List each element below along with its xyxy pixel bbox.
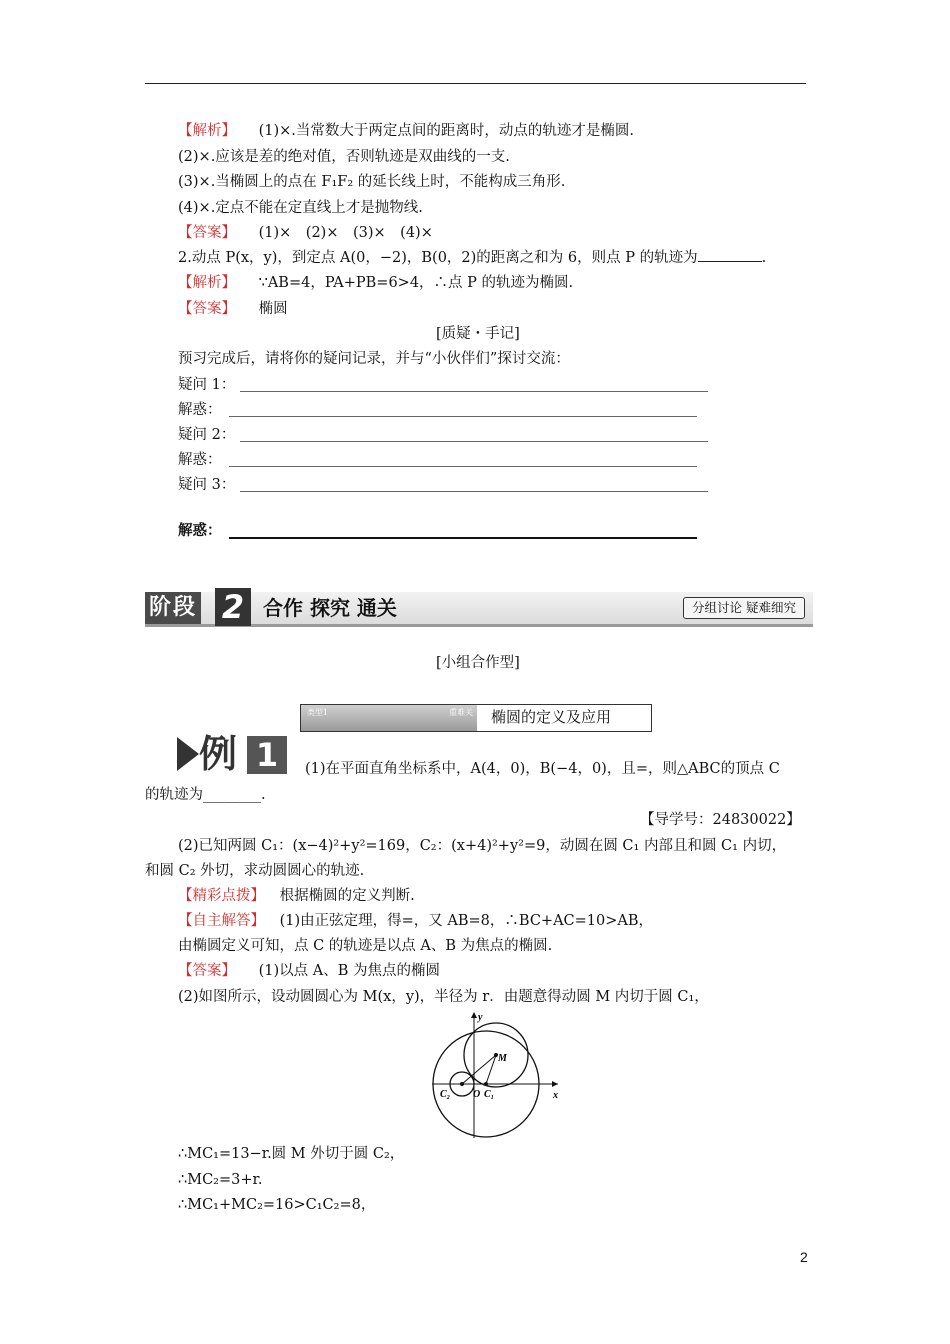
question-line-3[interactable] [240,491,708,492]
analysis-3: (3)×.当椭圆上的点在 F₁F₂ 的延长线上时，不能构成三角形. [178,174,566,190]
hint [178,884,415,908]
resolve-label-1: 解惑： [178,402,222,418]
analysis-1 [178,119,634,143]
answer-tag: 【答案】 [178,301,236,317]
notes-intro: 预习完成后，请将你的疑问记录，并与“小伙伴们”探讨交流： [178,351,570,367]
difficulty-label: 重难关 [449,708,473,717]
example-number: 1 [247,736,287,774]
example-p2b: 和圆 C₂ 外切，求动圆圆心的轨迹. [145,863,365,879]
type-box-header [301,705,477,731]
answer-tag: 【答案】 [178,963,236,979]
analysis-2: (2)×.应该是差的绝对值，否则轨迹是双曲线的一支. [178,149,510,165]
self-tag: 【自主解答】 [178,913,265,929]
self-text: (1)由正弦定理，得=，又 AB=8，∴BC+AC=10>AB， [279,913,654,929]
analysis-tag: 【解析】 [178,275,236,291]
circle-diagram [420,1008,570,1140]
resolve-label-2: 解惑： [178,452,222,468]
resolve-line-1[interactable] [229,416,697,417]
o-label: O [473,1089,481,1100]
question-2-text: 2.动点 P(x，y)，到定点 A(0，−2)，B(0，2)的距离之和为 6，则点 P 的轨迹为 [178,250,698,266]
example-label: 例 [199,732,238,776]
x-axis-arrow [552,1081,558,1087]
hint-text: 根据椭圆的定义判断. [279,888,415,904]
question-2 [178,246,766,270]
question-line-1[interactable] [240,391,708,392]
analysis-q2 [178,271,573,295]
answer-q2 [178,297,288,321]
header-rule [145,83,806,84]
question-label-1: 疑问 1： [178,377,236,393]
example-p2a: (2)已知两圆 C₁：(x−4)²+y²=169，C₂：(x+4)²+y²=9，动圆在圆 C₁ 内部且和圆 C₁ 内切， [178,838,787,854]
hint-tag: 【精彩点拨】 [178,888,265,904]
resolve-line-3[interactable] [229,537,697,539]
resolve-label-3: 解惑： [178,522,222,539]
answer-text: 椭圆 [258,301,288,317]
answer-example [178,959,440,983]
c2-label: C₂ [440,1089,451,1100]
self-solution [178,909,653,933]
notes-title: [质疑・手记] [436,326,520,342]
resolve-line-2[interactable] [229,466,697,467]
y-axis-arrow [471,1012,477,1018]
answer-text: (1)以点 A、B 为焦点的椭圆 [258,963,440,979]
c1-label: C₁ [484,1089,495,1100]
question-label-3: 疑问 3： [178,477,236,493]
example-p1b: 的轨迹为________. [145,787,266,803]
answer-blank [698,247,762,262]
arrow-icon [177,737,199,771]
analysis-tag: 【解析】 [178,123,236,139]
type-title: 椭圆的定义及应用 [491,708,612,726]
m-label: M [498,1053,507,1064]
stage-title: 合作 探究 通关 [263,596,397,620]
stage-number: 2 [215,588,251,626]
guide-number: 【导学号：24830022】 [640,812,801,828]
point-c1 [484,1082,488,1086]
analysis-text: (1)×.当常数大于两定点间的距离时，动点的轨迹才是椭圆. [258,123,635,139]
analysis-text: ∵AB=4，PA+PB=6>4，∴点 P 的轨迹为椭圆. [258,275,574,291]
analysis-4: (4)×.定点不能在定直线上才是抛物线. [178,200,423,216]
page-number: 2 [800,1249,808,1265]
example-p1: (1)在平面直角坐标系中，A(4，0)，B(−4，0)，且=，则△ABC的顶点 C [305,761,780,777]
x-label: x [553,1090,558,1101]
answer-text: (1)× (2)× (3)× (4)× [258,225,433,241]
stage-banner [145,588,813,627]
y-label: y [478,1012,483,1023]
answer-1 [178,221,433,245]
section-title: [小组合作型] [436,655,520,671]
solution-step-3: ∴MC₁+MC₂=16>C₁C₂=8， [178,1197,376,1213]
point-c2 [460,1082,464,1086]
question-label-2: 疑问 2： [178,427,236,443]
stage-tag: 分组讨论 疑难细究 [683,597,805,619]
answer-tag: 【答案】 [178,225,236,241]
solution-step-2: ∴MC₂=3+r. [178,1172,263,1188]
self-solution-b: 由椭圆定义可知，点 C 的轨迹是以点 A、B 为焦点的椭圆. [178,938,553,954]
example-badge [177,733,289,775]
question-line-2[interactable] [240,441,708,442]
question-2-end: . [761,250,767,266]
solution-step-1: ∴MC₁=13−r.圆 M 外切于圆 C₂， [178,1146,405,1162]
type-label: 类型1 [307,708,329,717]
type-box [300,704,652,732]
stage-label: 阶段 [145,592,201,624]
example-p3: (2)如图所示，设动圆圆心为 M(x，y)，半径为 r．由题意得动圆 M 内切于圆 C₁， [178,989,709,1005]
